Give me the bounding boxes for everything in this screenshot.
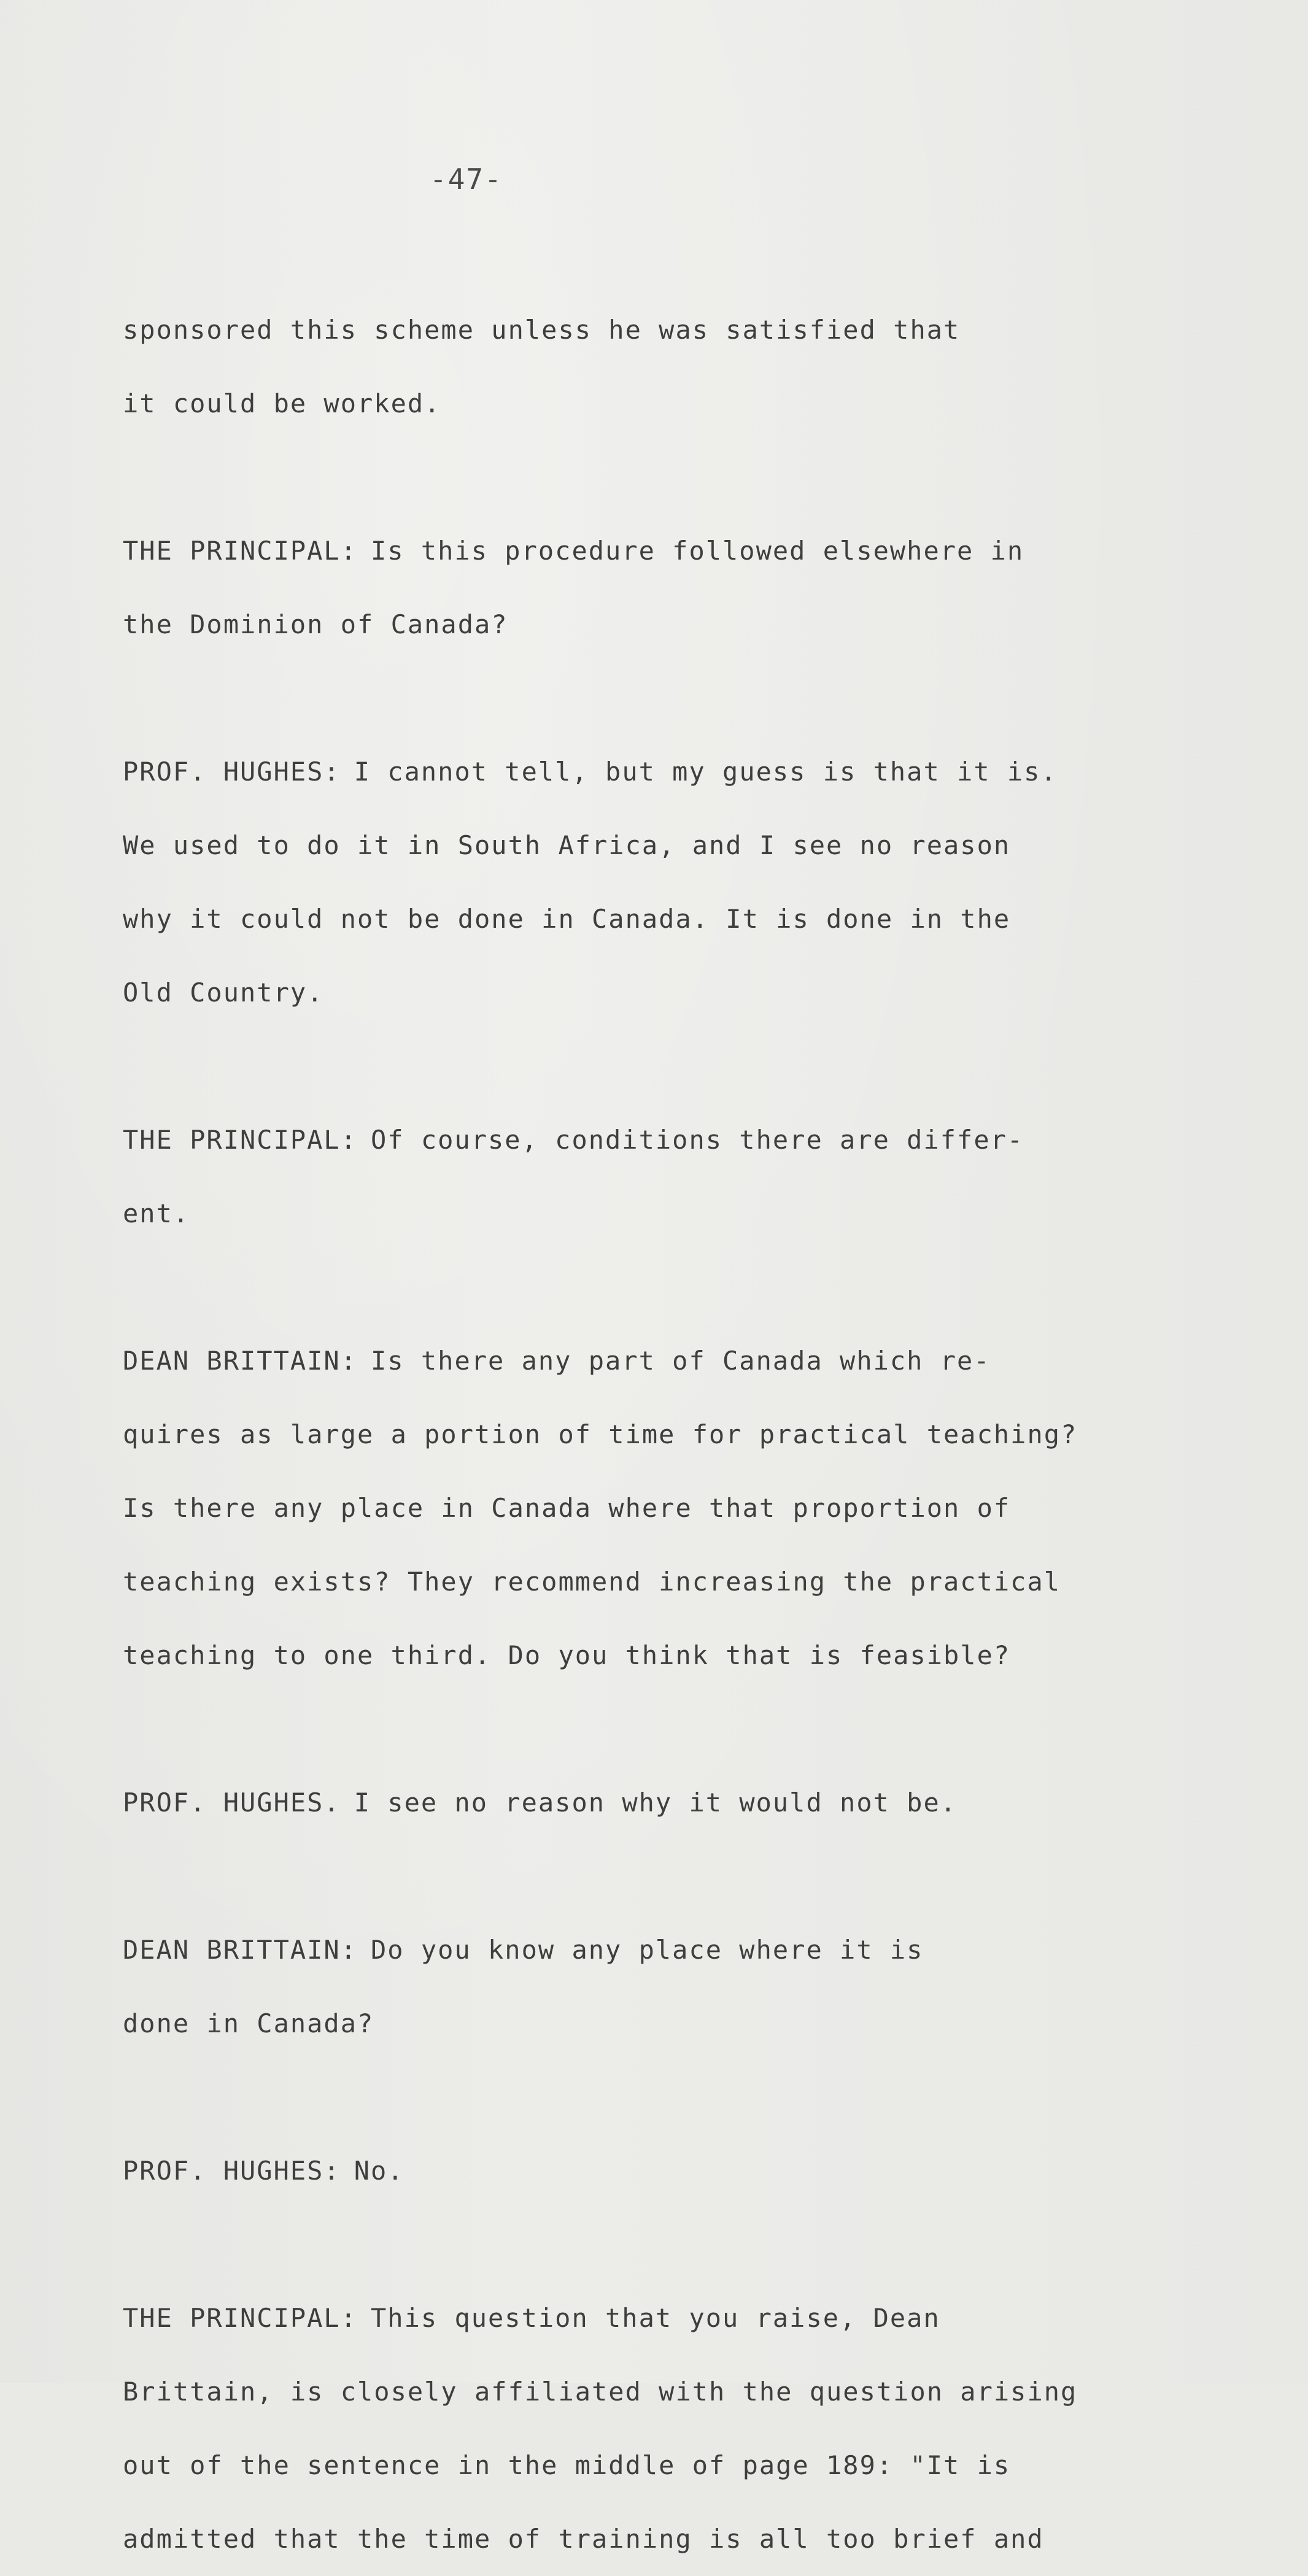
line-text: sponsored this scheme unless he was satisfied that xyxy=(123,315,961,345)
transcript-line xyxy=(123,1398,1203,1471)
page-number: -47- xyxy=(430,163,503,196)
speaker-label: DEAN BRITTAIN: xyxy=(123,1346,358,1376)
transcript-line xyxy=(123,882,1203,956)
speaker-label: PROF. HUGHES: xyxy=(123,757,341,787)
line-text: admitted that the time of training is all too brief and xyxy=(123,2524,1044,2554)
line-text: Is this procedure followed elsewhere in xyxy=(371,536,1024,566)
paragraph-gap xyxy=(123,1251,1203,1324)
transcript-body xyxy=(123,293,1203,2576)
paragraph-gap xyxy=(123,2061,1203,2134)
transcript-line xyxy=(123,2502,1203,2576)
speaker-label: PROF. HUGHES. xyxy=(123,1787,341,1818)
transcript-line xyxy=(123,1324,1203,1398)
speaker-label: THE PRINCIPAL: xyxy=(123,1125,358,1155)
speaker-label: DEAN BRITTAIN: xyxy=(123,1935,358,1965)
paragraph-gap xyxy=(123,1030,1203,1103)
line-text: Do you know any place where it is xyxy=(371,1935,924,1965)
line-text: No. xyxy=(354,2156,404,2186)
transcript-line xyxy=(123,1471,1203,1545)
line-text: I see no reason why it would not be. xyxy=(354,1787,958,1818)
transcript-line xyxy=(123,1545,1203,1619)
line-text: I cannot tell, but my guess is that it is. xyxy=(354,757,1058,787)
transcript-line xyxy=(123,735,1203,809)
paragraph-gap xyxy=(123,441,1203,514)
paragraph-gap xyxy=(123,661,1203,735)
line-text: Of course, conditions there are differ- xyxy=(371,1125,1024,1155)
transcript-line xyxy=(123,2281,1203,2355)
transcript-line xyxy=(123,588,1203,661)
transcript-line xyxy=(123,2134,1203,2208)
transcript-line xyxy=(123,1987,1203,2061)
transcript-line xyxy=(123,2429,1203,2502)
line-text: ent. xyxy=(123,1198,190,1228)
transcript-line xyxy=(123,367,1203,441)
line-text: Old Country. xyxy=(123,978,324,1008)
line-text: Brittain, is closely affiliated with the question arising xyxy=(123,2377,1078,2407)
line-text: We used to do it in South Africa, and I see no reason xyxy=(123,830,1011,860)
paragraph-gap xyxy=(123,1692,1203,1766)
transcript-line xyxy=(123,293,1203,367)
speaker-label: THE PRINCIPAL: xyxy=(123,536,358,566)
line-text: Is there any part of Canada which re- xyxy=(371,1346,991,1376)
line-text: done in Canada? xyxy=(123,2008,374,2038)
transcript-line xyxy=(123,514,1203,588)
transcript-line xyxy=(123,1177,1203,1251)
transcript-line xyxy=(123,1619,1203,1692)
transcript-line xyxy=(123,1766,1203,1840)
speaker-label: PROF. HUGHES: xyxy=(123,2156,341,2186)
line-text: teaching to one third. Do you think that is feasible? xyxy=(123,1640,1011,1670)
line-text: teaching exists? They recommend increasing the practical xyxy=(123,1567,1061,1597)
transcript-line xyxy=(123,1103,1203,1177)
line-text: Is there any place in Canada where that proportion of xyxy=(123,1493,1011,1523)
line-text: out of the sentence in the middle of page 189: "It is xyxy=(123,2450,1011,2480)
paragraph-gap xyxy=(123,1840,1203,1913)
transcript-line xyxy=(123,1913,1203,1987)
line-text: quires as large a portion of time for practical teaching? xyxy=(123,1419,1078,1449)
paragraph-gap xyxy=(123,2208,1203,2281)
transcript-line xyxy=(123,2355,1203,2429)
transcript-line xyxy=(123,956,1203,1030)
line-text: it could be worked. xyxy=(123,388,441,418)
transcript-line xyxy=(123,809,1203,882)
line-text: This question that you raise, Dean xyxy=(371,2303,940,2333)
line-text: the Dominion of Canada? xyxy=(123,609,508,639)
line-text: why it could not be done in Canada. It is done in the xyxy=(123,904,1011,934)
speaker-label: THE PRINCIPAL: xyxy=(123,2303,358,2333)
